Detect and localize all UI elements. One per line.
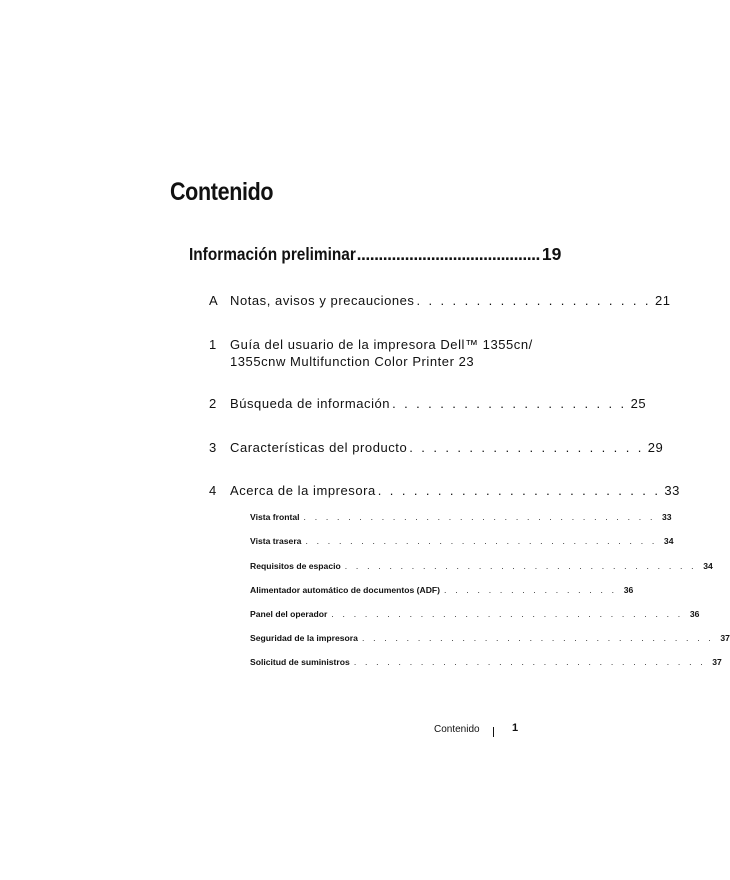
toc-subentry-label: Alimentador automático de documentos (ADF) [250, 585, 441, 595]
toc-leader: .......................................... [356, 244, 540, 264]
toc-subentry[interactable] [250, 536, 674, 546]
toc-leader: . . . . . . . . . . . . . . . . . . . . . . . . . . . . . . . . [303, 512, 656, 522]
toc-page-number: 34 [663, 536, 674, 546]
page-title: Contenido [170, 178, 274, 206]
toc-page-number: 37 [712, 657, 722, 667]
footer-section-label: Contenido [434, 724, 480, 735]
toc-page-number: 33 [664, 483, 680, 498]
toc-subentry[interactable] [250, 609, 700, 619]
toc-page-number: 34 [703, 561, 713, 571]
toc-leader: . . . . . . . . . . . . . . . . . . . . . . . . . . . . . . . . [361, 633, 714, 643]
toc-page-number: 19 [541, 244, 562, 264]
toc-leader: . . . . . . . . . . . . . . . . . . . . . . . . . . . . . . . . [331, 609, 684, 619]
toc-subentry-label: Vista trasera [250, 536, 302, 546]
toc-page-number: 33 [661, 512, 672, 522]
toc-page-number: 36 [689, 609, 700, 619]
toc-entry-label: Guía del usuario de la impresora Dell™ 1355cn/ [230, 337, 533, 352]
toc-leader: . . . . . . . . . . . . . . . . . . . . . . . . . . . . . . . . [353, 657, 706, 667]
toc-leader: . . . . . . . . . . . . . . . . [444, 585, 618, 595]
toc-leader: . . . . . . . . . . . . . . . . . . . . [416, 293, 651, 308]
toc-section-label: Información preliminar [189, 244, 356, 264]
toc-subentry-label: Vista frontal [250, 512, 300, 522]
toc-entry-number: 2 [209, 396, 217, 411]
toc-entry-label: Acerca de la impresora [230, 483, 376, 498]
toc-entry-label-continued: 1355cnw Multifunction Color Printer 23 [230, 354, 475, 369]
toc-leader: . . . . . . . . . . . . . . . . . . . . [409, 440, 644, 455]
toc-leader: . . . . . . . . . . . . . . . . . . . . . . . . . . . . . . . . [305, 536, 658, 546]
toc-subentry[interactable] [250, 657, 722, 667]
toc-subentry-label: Requisitos de espacio [250, 561, 341, 571]
toc-subentry[interactable] [250, 633, 730, 643]
toc-entry-number: 3 [209, 440, 217, 455]
toc-entry-label: Características del producto [230, 440, 408, 455]
toc-page-number: 36 [623, 585, 634, 595]
toc-entry-number: 1 [209, 337, 217, 352]
toc-subentry-label: Seguridad de la impresora [250, 633, 358, 643]
toc-page-number: 25 [630, 396, 647, 411]
toc-entry-label: Búsqueda de información [230, 396, 391, 411]
footer-page-number: 1 [512, 722, 519, 734]
toc-subentry-label: Solicitud de suministros [250, 657, 350, 667]
footer-divider [493, 727, 494, 737]
toc-page-number: 21 [654, 293, 671, 308]
toc-subentry[interactable] [250, 585, 634, 595]
toc-section-heading[interactable] [189, 244, 562, 265]
toc-leader: . . . . . . . . . . . . . . . . . . . . [392, 396, 627, 411]
toc-subentry-label: Panel del operador [250, 609, 328, 619]
toc-subentry[interactable] [250, 512, 672, 522]
toc-subentry[interactable] [250, 561, 713, 571]
toc-leader: . . . . . . . . . . . . . . . . . . . . . . . . . . . . . . . . [344, 561, 697, 571]
toc-entry-number: A [209, 293, 219, 308]
toc-entry-label: Notas, avisos y precauciones [230, 293, 415, 308]
toc-entry-number: 4 [209, 483, 217, 498]
toc-page-number: 29 [647, 440, 664, 455]
toc-page-number: 37 [720, 633, 730, 643]
toc-leader: . . . . . . . . . . . . . . . . . . . . . . . . [377, 483, 661, 498]
